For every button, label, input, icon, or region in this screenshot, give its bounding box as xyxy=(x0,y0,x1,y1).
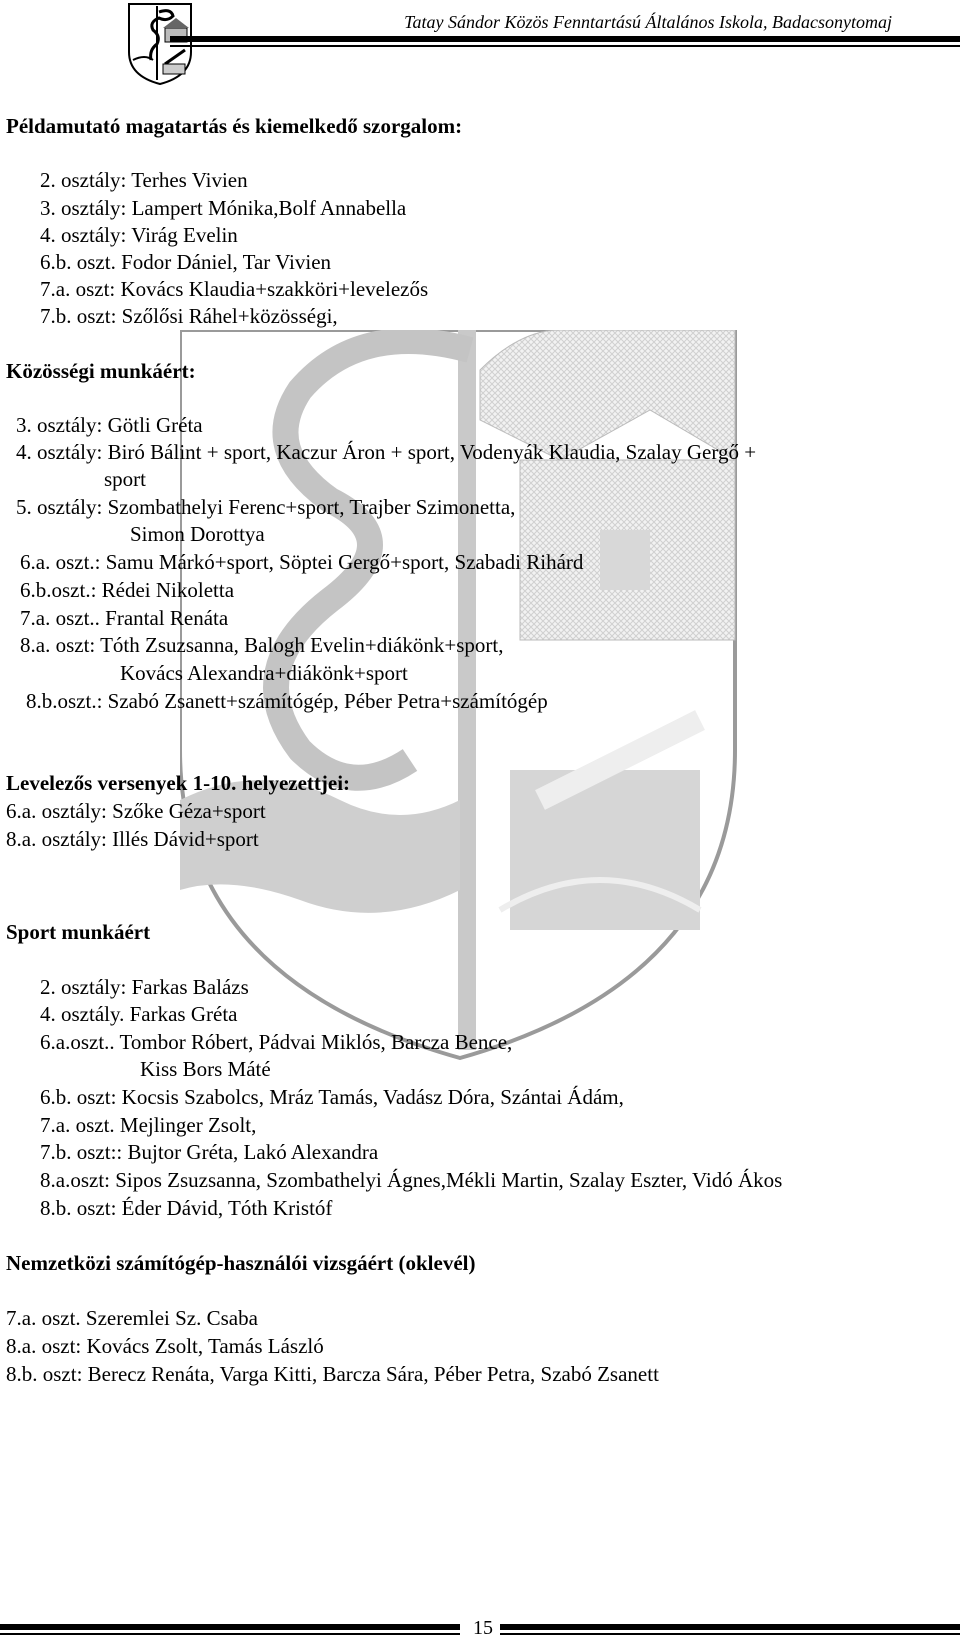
list-item: 8.a.oszt: Sipos Zsuzsanna, Szombathelyi Ágnes,Mékli Martin, Szalay Eszter, Vidó Ákos xyxy=(40,1168,783,1192)
footer-rule-thick-right xyxy=(500,1624,960,1630)
list-item: 7.a. oszt. Mejlinger Zsolt, xyxy=(40,1113,257,1137)
school-crest-icon xyxy=(127,2,193,86)
list-item: 2. osztály: Farkas Balázs xyxy=(40,975,249,999)
list-item: 8.a. oszt: Kovács Zsolt, Tamás László xyxy=(6,1334,324,1358)
list-item: 6.a. osztály: Szőke Géza+sport xyxy=(6,799,266,823)
list-item: 5. osztály: Szombathelyi Ferenc+sport, Trajber Szimonetta, xyxy=(16,495,516,519)
list-item: 3. osztály: Götli Gréta xyxy=(16,413,203,437)
list-item: 8.b.oszt.: Szabó Zsanett+számítógép, Péber Petra+számítógép xyxy=(26,689,548,713)
section-heading: Levelezős versenyek 1-10. helyezettjei: xyxy=(6,771,351,795)
list-item: 7.a. oszt. Szeremlei Sz. Csaba xyxy=(6,1306,258,1330)
list-item: Kovács Alexandra+diákönk+sport xyxy=(120,661,408,685)
footer-rule-thin xyxy=(0,1633,460,1635)
header-rule-thick xyxy=(170,36,960,42)
list-item: 6.b.oszt.: Rédei Nikoletta xyxy=(20,578,235,602)
footer-rule-thick xyxy=(0,1624,460,1630)
list-item: Kiss Bors Máté xyxy=(140,1057,271,1081)
list-item: 6.a.oszt.. Tombor Róbert, Pádvai Miklós, Barcza Bence, xyxy=(40,1030,513,1054)
page-number: 15 xyxy=(473,1617,493,1639)
list-item: 2. osztály: Terhes Vivien xyxy=(40,168,248,192)
section-heading: Közösségi munkáért: xyxy=(6,359,196,383)
list-item: 7.b. oszt: Szőlősi Ráhel+közösségi, xyxy=(40,304,338,328)
list-item: 6.b. oszt: Kocsis Szabolcs, Mráz Tamás, Vadász Dóra, Szántai Ádám, xyxy=(40,1085,624,1109)
list-item: 7.b. oszt:: Bujtor Gréta, Lakó Alexandra xyxy=(40,1140,379,1164)
list-item: 7.a. oszt.. Frantal Renáta xyxy=(20,606,229,630)
list-item: 8.a. oszt: Tóth Zsuzsanna, Balogh Evelin+diákönk+sport, xyxy=(20,633,504,657)
list-item: 6.b. oszt. Fodor Dániel, Tar Vivien xyxy=(40,250,332,274)
section-heading: Nemzetközi számítógép-használói vizsgáért (oklevél) xyxy=(6,1251,476,1275)
section-heading: Sport munkáért xyxy=(6,920,151,944)
list-item: 8.a. osztály: Illés Dávid+sport xyxy=(6,827,259,851)
list-item: 4. osztály: Biró Bálint + sport, Kaczur Áron + sport, Vodenyák Klaudia, Szalay Gergő + xyxy=(16,440,757,464)
list-item: 4. osztály. Farkas Gréta xyxy=(40,1002,238,1026)
list-item: 7.a. oszt: Kovács Klaudia+szakköri+levelezős xyxy=(40,277,429,301)
page-header-title: Tatay Sándor Közös Fenntartású Általános Iskola, Badacsonytomaj xyxy=(404,12,892,32)
list-item: sport xyxy=(104,467,146,491)
section-heading: Példamutató magatartás és kiemelkedő szorgalom: xyxy=(6,114,463,138)
list-item: 3. osztály: Lampert Mónika,Bolf Annabella xyxy=(40,196,407,220)
list-item: 8.b. oszt: Éder Dávid, Tóth Kristóf xyxy=(40,1196,333,1220)
header-rule-thin xyxy=(170,45,960,47)
list-item: 6.a. oszt.: Samu Márkó+sport, Söptei Gergő+sport, Szabadi Rihárd xyxy=(20,550,584,574)
list-item: 4. osztály: Virág Evelin xyxy=(40,223,238,247)
list-item: Simon Dorottya xyxy=(130,522,265,546)
footer-rule-thin-right xyxy=(500,1633,960,1635)
list-item: 8.b. oszt: Berecz Renáta, Varga Kitti, Barcza Sára, Péber Petra, Szabó Zsanett xyxy=(6,1362,659,1386)
